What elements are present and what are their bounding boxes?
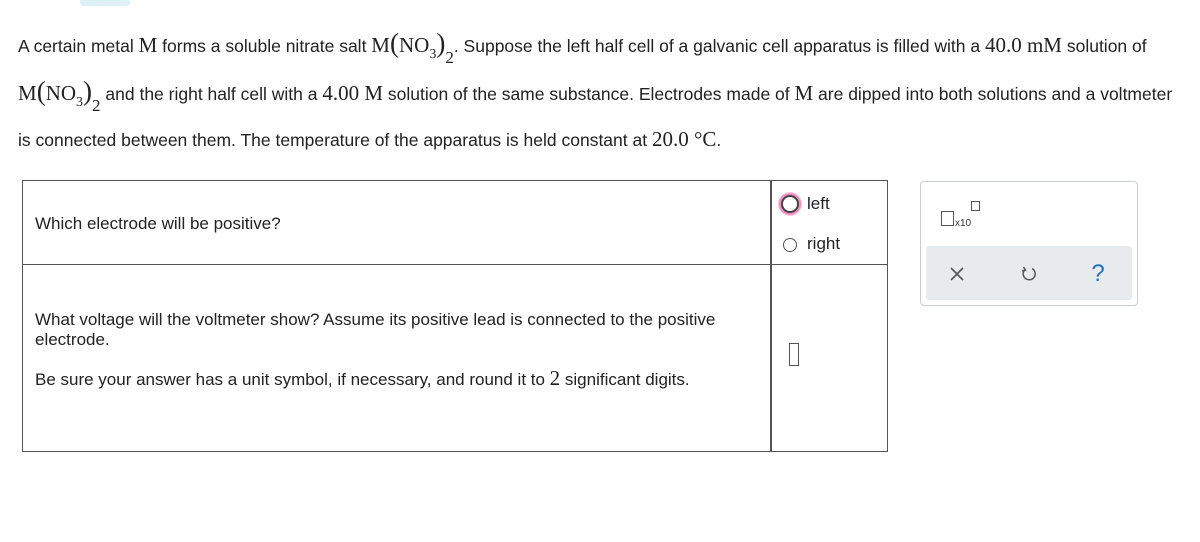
answer-instruction: Be sure your answer has a unit symbol, if necessary, and round it to 2 significant digits.: [35, 366, 690, 390]
x10-template-icon[interactable]: [941, 201, 1001, 231]
intro-text: solution of: [1061, 36, 1147, 56]
right-concentration: 4.00 M: [322, 81, 384, 105]
answer-tools-panel: [920, 181, 1138, 306]
metal-symbol: M: [138, 33, 158, 57]
salt-formula: $M(NO_3)_2$: [371, 28, 454, 67]
intro-text: . Suppose the left half cell of a galvanic cell apparatus is filled with a: [453, 36, 985, 56]
metal-symbol: M: [794, 81, 814, 105]
voltage-answer-input[interactable]: [789, 343, 799, 366]
left-concentration: 40.0 mM: [984, 33, 1062, 57]
option-left-label[interactable]: left: [807, 194, 830, 213]
tool-button-bar: [926, 246, 1132, 300]
exponent-box: [971, 201, 980, 211]
salt-formula: $M(NO_3)_2$: [18, 76, 101, 115]
question-row-voltage: [23, 265, 887, 451]
intro-text: and the right half cell with a: [100, 84, 323, 104]
intro-text: solution of the same substance. Electrodes made of: [383, 84, 795, 104]
clear-icon: [950, 267, 964, 281]
question-row-electrode: [23, 181, 887, 265]
help-icon: ?: [1091, 260, 1105, 287]
clear-button[interactable]: [939, 256, 975, 292]
undo-icon: [1020, 265, 1038, 283]
problem-statement: A certain metal M forms a soluble nitrate salt $M(NO_3)_2$. Suppose the left half cell of a galvanic cell apparatus is filled with a 40.0 mM solution of $M(NO_3)_2$ and the right half cell with a 4.00 M solution of the same substance. Electrodes made of M are dipped into both solutions and a voltmeter is connected between them. The temperature of the apparatus is held constant at 20.0 °C.: [18, 28, 1173, 151]
sig-figs-value: 2: [549, 366, 561, 390]
intro-text: A certain metal: [18, 36, 139, 56]
question-table: [22, 180, 888, 452]
top-tab-indicator: [80, 0, 130, 6]
temperature: 20.0 °C: [651, 127, 717, 151]
help-button[interactable]: [1080, 256, 1116, 292]
intro-text: forms a soluble nitrate salt: [157, 36, 372, 56]
radio-left[interactable]: [781, 195, 799, 213]
question-prompt: Which electrode will be positive?: [35, 214, 281, 233]
option-right-label[interactable]: right: [807, 234, 841, 253]
undo-button[interactable]: [1011, 256, 1047, 292]
intro-text: are dipped into both solutions and a voltmeter is connected between them. The temperature of the apparatus is held constant at: [18, 84, 1173, 150]
mantissa-box: [941, 211, 954, 226]
question-prompt: What voltage will the voltmeter show? Assume its positive lead is connected to the positive electrode.: [35, 310, 716, 349]
radio-right[interactable]: [783, 238, 797, 252]
x10-label: x10: [955, 218, 972, 229]
